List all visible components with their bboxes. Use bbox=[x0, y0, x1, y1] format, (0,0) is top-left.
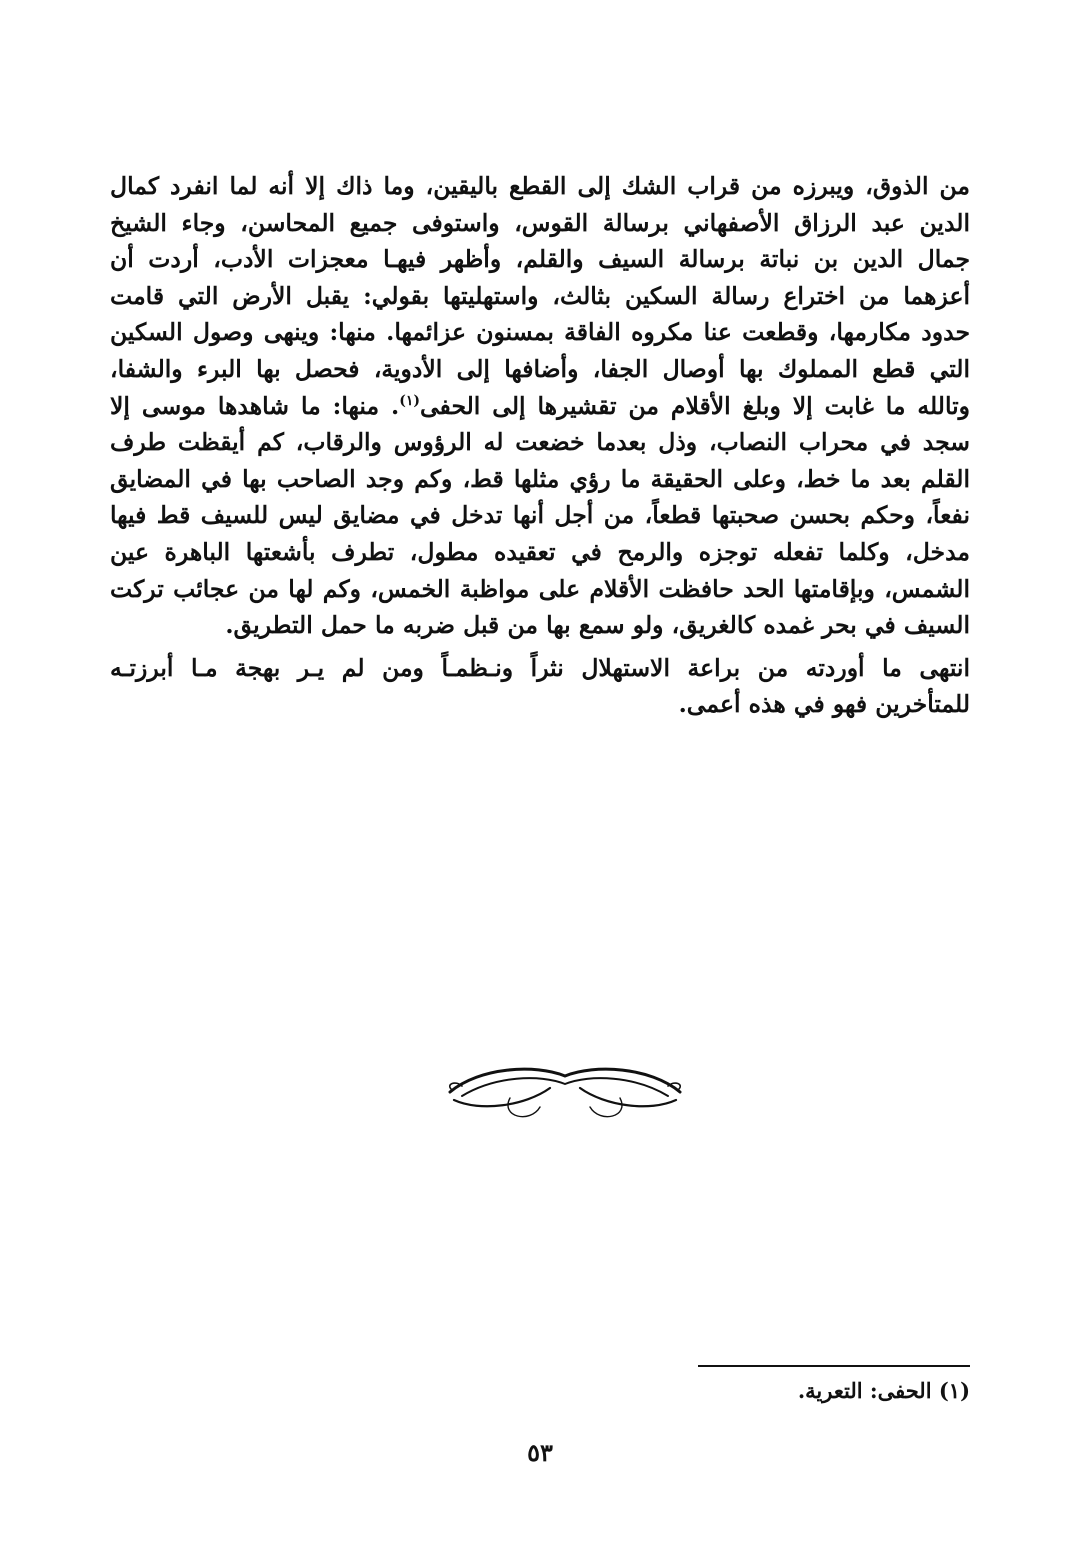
text-line: حدود مكارمها، وقطعت عنا مكروه الفاقة بمسنون عزائمها. منها: وينهى وصول السكين bbox=[110, 318, 970, 347]
paragraph-1 bbox=[110, 168, 970, 644]
text-line: من الذوق، ويبرزه من قراب الشك إلى القطع باليقين، وما ذاك إلا أنه لما انفرد كمال bbox=[110, 172, 970, 200]
text-line-with-footnote bbox=[110, 388, 970, 425]
text-line: أعزهما من اختراع رسالة السكين بثالث، واستهليتها بقولي: يقبل الأرض التي قامت bbox=[110, 281, 970, 310]
footnote: (١) الحفى: التعرية. bbox=[797, 1378, 970, 1403]
text-line: السيف في بحر غمده كالغريق، ولو سمع بها من قبل ضربه ما حمل التطريق. bbox=[225, 611, 970, 640]
footnote-marker: (١) bbox=[399, 392, 420, 409]
footnote-separator bbox=[698, 1365, 970, 1367]
text-line: مدخل، وكلما تفعله توجزه والرمح في تعقيده مطول، تطرف بأشعتها الباهرة عين bbox=[110, 537, 970, 566]
text-line: نفعاً، وحكم بحسن صحبتها قطعاً، من أجل أنها تدخل في مضايق ليس للسيف قط فيها bbox=[110, 501, 970, 530]
text-line: انتهى ما أوردته من براعة الاستهلال نثراً ونـظمـاً ومن لم يـر بهجة مـا أبرزتـه bbox=[110, 653, 970, 682]
text-line: جمال الدين بن نباتة برسالة السيف والقلم، وأظهر فيهـا معجزات الأدب، أردت أن bbox=[110, 245, 970, 274]
main-text-block bbox=[110, 168, 970, 723]
text-segment: وتالله ما غابت إلا وبلغ الأقلام من تقشيرها إلى الحفى bbox=[419, 391, 970, 420]
paragraph-2 bbox=[110, 650, 970, 723]
text-line: القلم بعد ما خط، وعلى الحقيقة ما رؤي مثلها قط، وكم وجد الصاحب بها في المضايق bbox=[110, 464, 970, 493]
text-line: التي قطع المملوك بها أوصال الجفا، وأضافها إلى الأدوية، فحصل بها البرء والشفا، bbox=[110, 354, 970, 383]
text-line: الشمس، وبإقامتها الحد حافظت الأقلام على مواظبة الخمس، وكم لها من عجائب تركت bbox=[110, 574, 970, 603]
text-segment: . منها: ما شاهدها موسى إلا bbox=[110, 391, 400, 420]
page-number: ٥٣ bbox=[527, 1438, 553, 1467]
text-line: سجد في محراب النصاب، وذل بعدما خضعت له الرؤوس والرقاب، كم أيقظت طرف bbox=[110, 428, 970, 457]
decorative-ornament-icon bbox=[440, 1062, 690, 1124]
text-line: الدين عبد الرزاق الأصفهاني برسالة القوس، واستوفى جميع المحاسن، وجاء الشيخ bbox=[110, 208, 970, 237]
text-line: للمتأخرين فهو في هذه أعمى. bbox=[678, 690, 970, 719]
